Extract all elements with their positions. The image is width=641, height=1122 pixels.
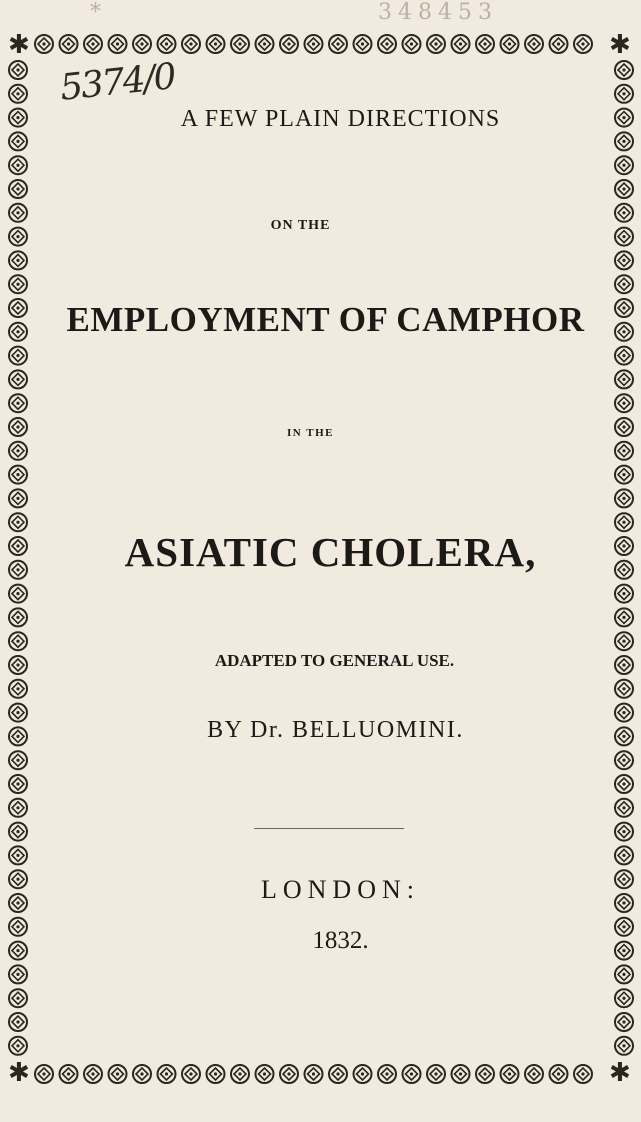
border-ornament — [615, 489, 633, 507]
border-ornament — [525, 35, 543, 53]
border-ornament — [615, 85, 633, 103]
border-ornament — [182, 35, 200, 53]
border-ornament — [9, 585, 27, 603]
top-scrawl-right: 348453 — [378, 0, 498, 25]
border-ornament — [378, 35, 396, 53]
border-ornament — [615, 156, 633, 174]
title-line-4: IN THE — [286, 427, 334, 439]
corner-star-icon: ✱ — [609, 30, 631, 60]
border-ornament — [615, 799, 633, 817]
border-ornament — [60, 1065, 78, 1083]
border-ornament — [403, 1065, 421, 1083]
border-ornament — [231, 35, 249, 53]
handwritten-shelfmark: 5374/0 — [58, 56, 177, 109]
border-ornament — [207, 1065, 225, 1083]
author-line: BY Dr. BELLUOMINI. — [207, 717, 464, 743]
border-ornament — [182, 1065, 200, 1083]
border-ornament — [9, 442, 27, 460]
border-ornament — [574, 1065, 592, 1083]
border-ornament — [615, 632, 633, 650]
border-ornament — [476, 35, 494, 53]
border-ornament — [9, 132, 27, 150]
border-ornament — [615, 132, 633, 150]
border-ornament — [9, 680, 27, 698]
border-ornament — [9, 394, 27, 412]
border-ornament — [207, 35, 225, 53]
corner-star-icon: ✱ — [8, 1058, 30, 1088]
border-ornament — [280, 35, 298, 53]
border-ornament — [9, 989, 27, 1007]
border-ornament — [256, 35, 274, 53]
border-ornament — [550, 35, 568, 53]
border-ornament — [133, 1065, 151, 1083]
title-line-6: ADAPTED TO GENERAL USE. — [214, 651, 455, 670]
border-ornament — [109, 1065, 127, 1083]
border-ornament — [9, 347, 27, 365]
border-ornament — [354, 1065, 372, 1083]
border-ornament — [9, 823, 27, 841]
border-ornament — [615, 846, 633, 864]
border-ornament — [615, 965, 633, 983]
border-ornament — [60, 35, 78, 53]
border-ornament — [84, 1065, 102, 1083]
border-ornament — [9, 370, 27, 388]
border-ornament — [329, 1065, 347, 1083]
border-ornament — [9, 1037, 27, 1055]
border-ornament — [550, 1065, 568, 1083]
border-ornament — [476, 1065, 494, 1083]
border-ornament — [9, 275, 27, 293]
title-line-2: ON THE — [270, 218, 331, 233]
border-ornament — [452, 1065, 470, 1083]
title-line-5: ASIATIC CHOLERA, — [124, 529, 537, 575]
border-ornament — [305, 35, 323, 53]
border-ornament — [9, 251, 27, 269]
imprint-year: 1832. — [312, 927, 369, 954]
border-ornament — [329, 35, 347, 53]
border-ornament — [615, 275, 633, 293]
border-ornament — [615, 61, 633, 79]
border-ornament — [615, 347, 633, 365]
border-ornament — [9, 489, 27, 507]
border-ornament — [9, 180, 27, 198]
border-ornament — [9, 632, 27, 650]
border-ornament — [427, 1065, 445, 1083]
border-ornament — [9, 61, 27, 79]
border-ornament — [615, 823, 633, 841]
title-line-1: A FEW PLAIN DIRECTIONS — [180, 106, 501, 132]
border-ornament — [256, 1065, 274, 1083]
border-ornament — [615, 1037, 633, 1055]
border-ornament — [9, 965, 27, 983]
border-ornament — [35, 1065, 53, 1083]
border-ornament — [615, 180, 633, 198]
border-ornament — [615, 1013, 633, 1031]
border-ornament — [231, 1065, 249, 1083]
border-ornament — [615, 680, 633, 698]
border-ornament — [615, 585, 633, 603]
border-ornament — [615, 251, 633, 269]
border-ornament — [615, 466, 633, 484]
border-ornament — [158, 35, 176, 53]
border-ornament — [452, 35, 470, 53]
border-ornament — [280, 1065, 298, 1083]
border-ornament — [615, 394, 633, 412]
border-ornament — [574, 35, 592, 53]
border-ornament — [378, 1065, 396, 1083]
border-ornament — [9, 156, 27, 174]
border-ornament — [615, 608, 633, 626]
corner-star-icon: ✱ — [8, 30, 30, 60]
border-ornament — [133, 35, 151, 53]
divider-rule — [254, 828, 404, 829]
border-ornament — [615, 370, 633, 388]
imprint-place: LONDON: — [261, 875, 420, 904]
border-ornament — [9, 775, 27, 793]
border-ornament — [84, 35, 102, 53]
border-ornament — [427, 35, 445, 53]
border-ornament — [501, 1065, 519, 1083]
corner-star-icon: ✱ — [609, 1058, 631, 1088]
border-ornament — [615, 442, 633, 460]
border-ornament — [525, 1065, 543, 1083]
border-ornament — [9, 1013, 27, 1031]
border-ornament — [615, 989, 633, 1007]
border-ornament — [615, 775, 633, 793]
border-ornament — [9, 799, 27, 817]
border-ornament — [35, 35, 53, 53]
border-ornament — [9, 608, 27, 626]
border-ornament — [9, 751, 27, 769]
border-ornament — [501, 35, 519, 53]
border-ornament — [109, 35, 127, 53]
border-ornament — [354, 35, 372, 53]
border-ornament — [158, 1065, 176, 1083]
border-ornament — [9, 846, 27, 864]
top-scrawl-left: * — [90, 0, 107, 25]
title-line-3: EMPLOYMENT OF CAMPHOR — [66, 300, 585, 339]
border-ornament — [9, 466, 27, 484]
border-ornament — [305, 1065, 323, 1083]
border-ornament — [403, 35, 421, 53]
border-ornament — [615, 751, 633, 769]
border-ornament — [9, 85, 27, 103]
